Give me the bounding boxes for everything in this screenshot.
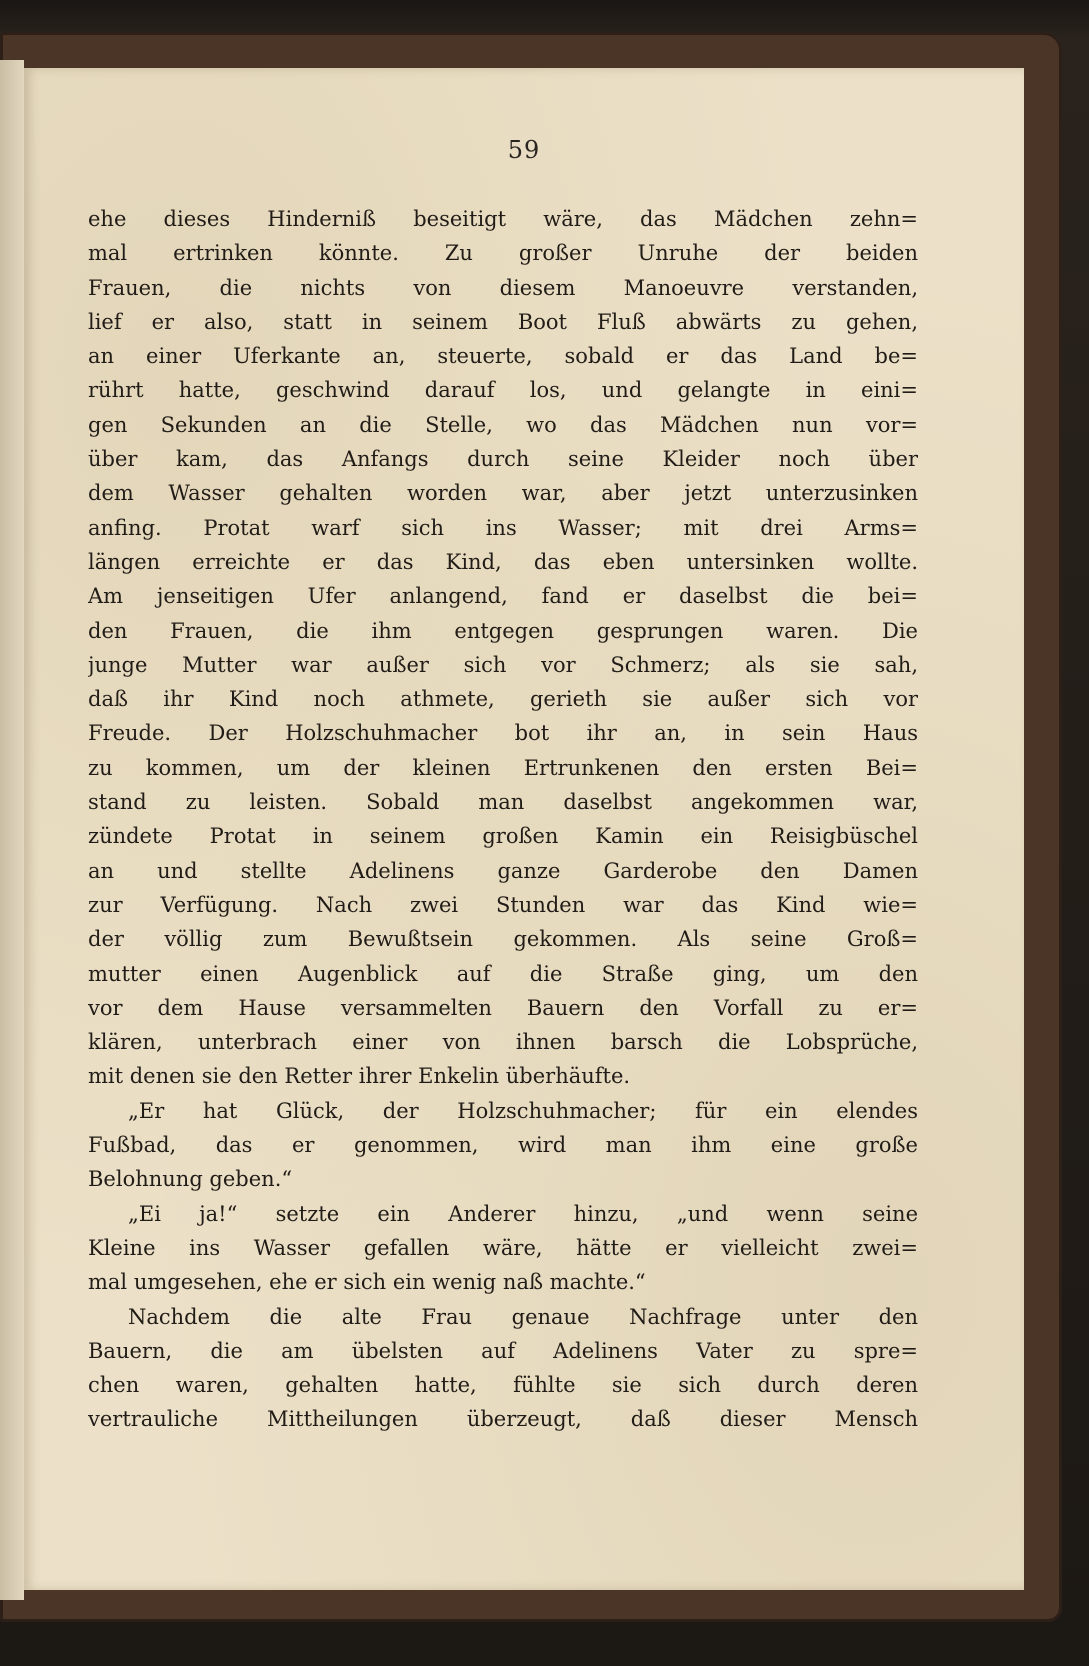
text-line: Nachdem die alte Frau genaue Nachfrage unter den: [128, 1304, 918, 1329]
text-line: Bauern, die am übelsten auf Adelinens Vater zu spre=: [88, 1338, 918, 1363]
text-line: anfing. Protat warf sich ins Wasser; mit drei Arms=: [88, 515, 918, 540]
page-edge: [0, 60, 24, 1600]
text-line: klären, unterbrach einer von ihnen barsch die Lobsprüche,: [88, 1030, 918, 1055]
text-line: mutter einen Augenblick auf die Straße ging, um den: [88, 961, 918, 986]
text-line: mal umgesehen, ehe er sich ein wenig naß machte.“: [88, 1270, 646, 1295]
text-line: ehe dieses Hinderniß beseitigt wäre, das Mädchen zehn=: [88, 207, 918, 231]
text-line: gen Sekunden an die Stelle, wo das Mädchen nun vor=: [88, 412, 918, 437]
text-line: an einer Uferkante an, steuerte, sobald er das Land be=: [88, 344, 918, 369]
text-line: zur Verfügung. Nach zwei Stunden war das Kind wie=: [88, 892, 918, 917]
text-line: dem Wasser gehalten worden war, aber jetzt unterzusinken: [88, 481, 918, 506]
text-line: Am jenseitigen Ufer anlangend, fand er daselbst die bei=: [88, 584, 918, 609]
text-line: Fußbad, das er genommen, wird man ihm eine große: [88, 1133, 918, 1158]
text-line: junge Mutter war außer sich vor Schmerz; als sie sah,: [88, 652, 918, 677]
text-line: Frauen, die nichts von diesem Manoeuvre verstanden,: [88, 275, 918, 300]
text-line: vertrauliche Mittheilungen überzeugt, daß dieser Mensch: [88, 1407, 918, 1432]
text-line: daß ihr Kind noch athmete, gerieth sie außer sich vor: [88, 687, 918, 712]
text-line: zu kommen, um der kleinen Ertrunkenen den ersten Bei=: [88, 755, 918, 780]
text-line: mal ertrinken könnte. Zu großer Unruhe der beiden: [88, 241, 918, 266]
text-line: Freude. Der Holzschuhmacher bot ihr an, in sein Haus: [88, 721, 918, 746]
text-line: „Ei ja!“ setzte ein Anderer hinzu, „und wenn seine: [128, 1201, 918, 1226]
text-line: zündete Protat in seinem großen Kamin ein Reisigbüschel: [88, 824, 918, 849]
book-page: [24, 68, 1024, 1590]
text-line: der völlig zum Bewußtsein gekommen. Als seine Groß=: [88, 927, 918, 952]
text-line: lief er also, statt in seinem Boot Fluß abwärts zu gehen,: [88, 309, 918, 334]
text-line: „Er hat Glück, der Holzschuhmacher; für ein elendes: [128, 1098, 918, 1123]
text-line: Belohnung geben.“: [88, 1167, 293, 1192]
text-line: Kleine ins Wasser gefallen wäre, hätte er vielleicht zwei=: [88, 1235, 918, 1260]
text-line: stand zu leisten. Sobald man daselbst angekommen war,: [88, 790, 918, 815]
text-line: rührt hatte, geschwind darauf los, und gelangte in eini=: [88, 378, 918, 403]
text-line: über kam, das Anfangs durch seine Kleider noch über: [88, 447, 918, 472]
text-line: längen erreichte er das Kind, das eben untersinken wollte.: [88, 549, 918, 574]
text-line: den Frauen, die ihm entgegen gesprungen waren. Die: [88, 618, 918, 643]
body-text: [88, 202, 918, 1437]
text-line: chen waren, gehalten hatte, fühlte sie sich durch deren: [88, 1373, 918, 1398]
text-line: vor dem Hause versammelten Bauern den Vorfall zu er=: [88, 995, 918, 1020]
page-number: 59: [507, 136, 541, 164]
text-line: mit denen sie den Retter ihrer Enkelin überhäufte.: [88, 1064, 631, 1089]
text-line: an und stellte Adelinens ganze Garderobe den Damen: [88, 858, 918, 883]
